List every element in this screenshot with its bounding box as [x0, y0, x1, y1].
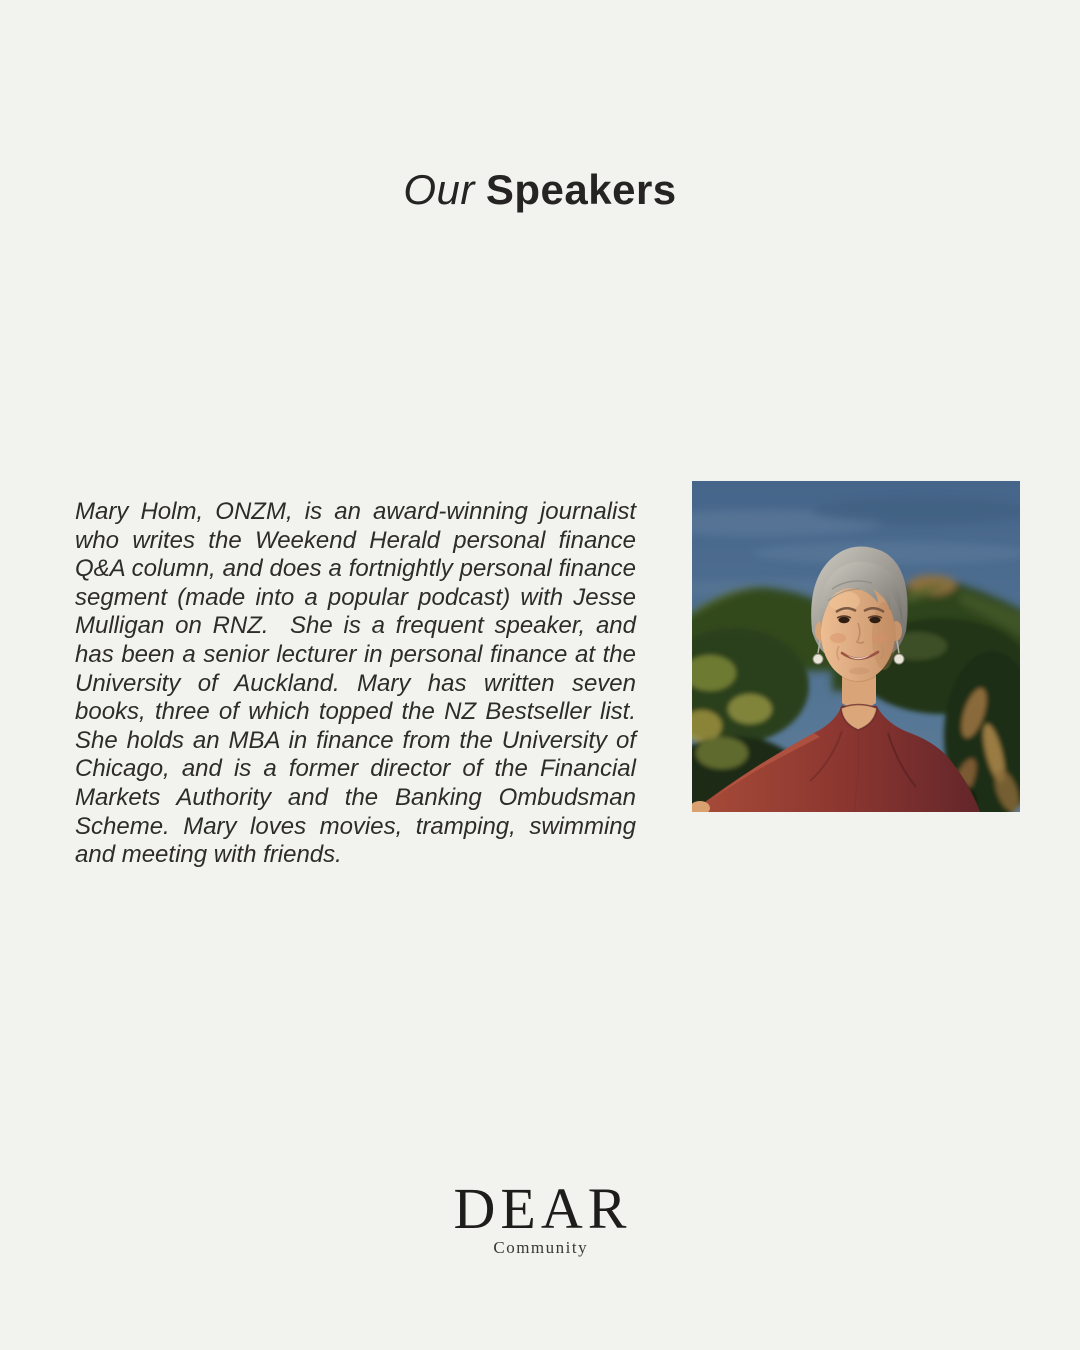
brand-logo-subtitle: Community	[493, 1238, 589, 1257]
speaker-bio-text: Mary Holm, ONZM, is an award-winning journalist who writes the Weekend Herald personal finance Q&A column, and does a fortnightly personal finance segment (made into a popular podcast) with Jesse Mulligan on RNZ. She is a frequent speaker, and has been a senior lecturer in personal finance at the University of Auckland. Mary has written seven books, three of which topped the NZ Bestseller list. She holds an MBA in finance from the University of Chicago, and is a former director of the Financial Markets Authority and the Banking Ombudsman Scheme. Mary loves movies, tramping, swimming and meeting with friends.	[75, 498, 643, 869]
speaker-photo-illustration	[692, 481, 1020, 812]
page-title	[0, 167, 1080, 213]
page-title-emphasis: Speakers	[485, 166, 677, 213]
page-title-prefix: Our	[403, 166, 475, 213]
brand-logo: DEAR	[453, 1176, 632, 1241]
speaker-photo	[692, 481, 1020, 812]
